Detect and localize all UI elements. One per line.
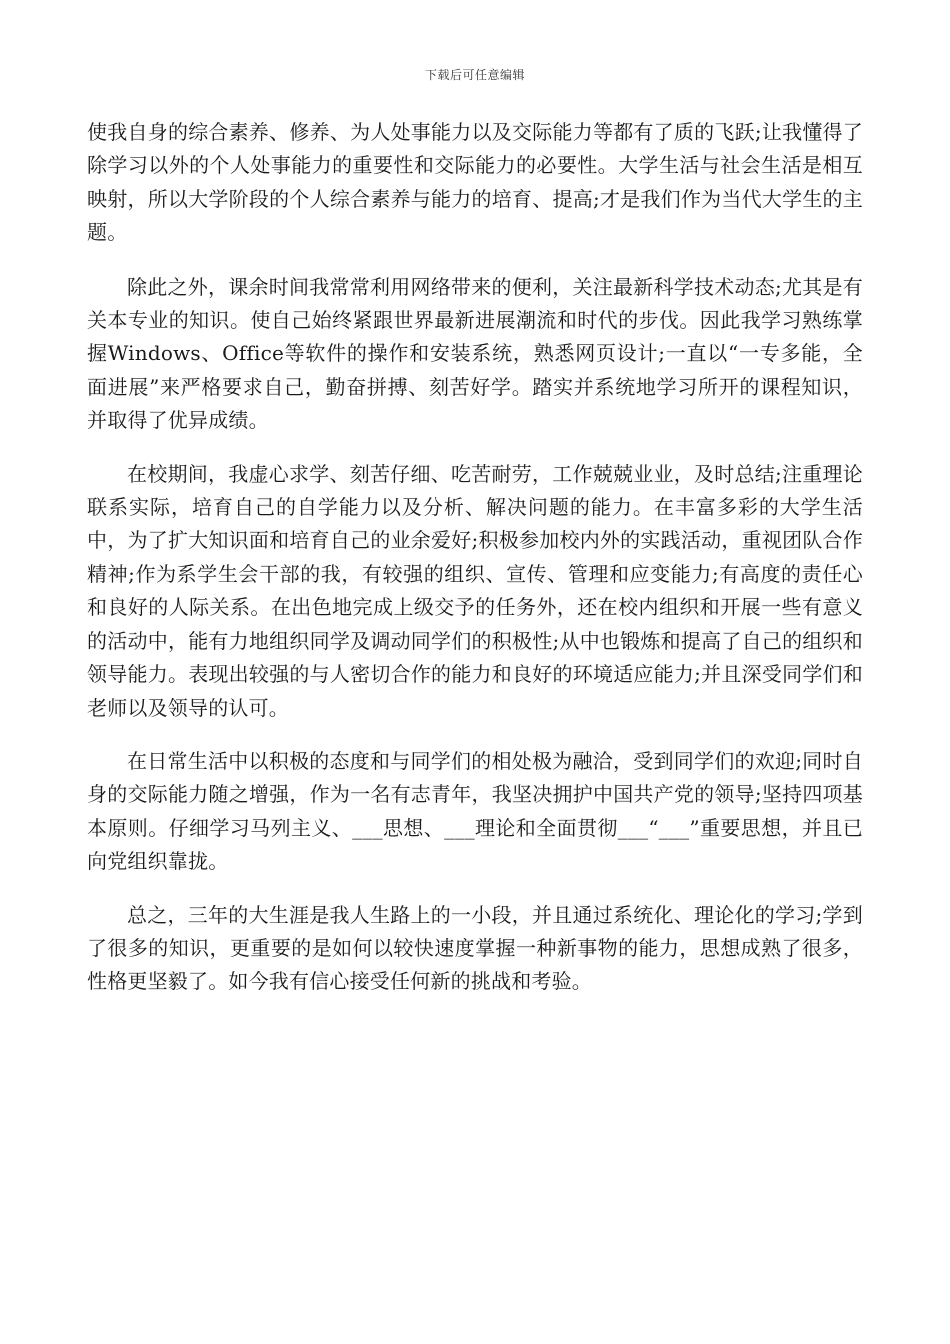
- paragraph-2: 除此之外，课余时间我常常利用网络带来的便利，关注最新科学技术动态;尤其是有关本专业的知识。使自己始终紧跟世界最新进展潮流和时代的步伐。因此我学习熟练掌握Windows、Office等软件的操作和安装系统，熟悉网页设计;一直以“一专多能，全面进展”来严格要求自己，勤奋拼搏、刻苦好学。踏实并系统地学习所开的课程知识，并取得了优异成绩。: [87, 274, 863, 433]
- document-body: [87, 116, 863, 1019]
- paragraph-3: 在校期间，我虚心求学、刻苦仔细、吃苦耐劳，工作兢兢业业，及时总结;注重理论联系实际，培育自己的自学能力以及分析、解决问题的能力。在丰富多彩的大学生活中，为了扩大知识面和培育自己的业余爱好;积极参加校内外的实践活动，重视团队合作精神;作为系学生会干部的我，有较强的组织、宣传、管理和应变能力;有高度的责任心和良好的人际关系。在出色地完成上级交予的任务外，还在校内组织和开展一些有意义的活动中，能有力地组织同学及调动同学们的积极性;从中也锻炼和提高了自己的组织和领导能力。表现出较强的与人密切合作的能力和良好的环境适应能力;并且深受同学们和老师以及领导的认可。: [87, 461, 863, 720]
- page-header: 下载后可任意编辑: [424, 68, 525, 82]
- paragraph-1: 使我自身的综合素养、修养、为人处事能力以及交际能力等都有了质的飞跃;让我懂得了除学习以外的个人处事能力的重要性和交际能力的必要性。大学生活与社会生活是相互映射，所以大学阶段的个人综合素养与能力的培育、提高;才是我们作为当代大学生的主题。: [87, 120, 863, 245]
- paragraph-4: 在日常生活中以积极的态度和与同学们的相处极为融洽，受到同学们的欢迎;同时自身的交际能力随之增强，作为一名有志青年，我坚决拥护中国共产党的领导;坚持四项基本原则。仔细学习马列主义、___思想、___理论和全面贯彻___“___”重要思想，并且已向党组织靠拢。: [87, 748, 863, 874]
- paragraph-5: 总之，三年的大生涯是我人生路上的一小段，并且通过系统化、理论化的学习;学到了很多的知识，更重要的是如何以较快速度掌握一种新事物的能力，思想成熟了很多，性格更坚毅了。如今我有信心接受任何新的挑战和考验。: [87, 902, 863, 994]
